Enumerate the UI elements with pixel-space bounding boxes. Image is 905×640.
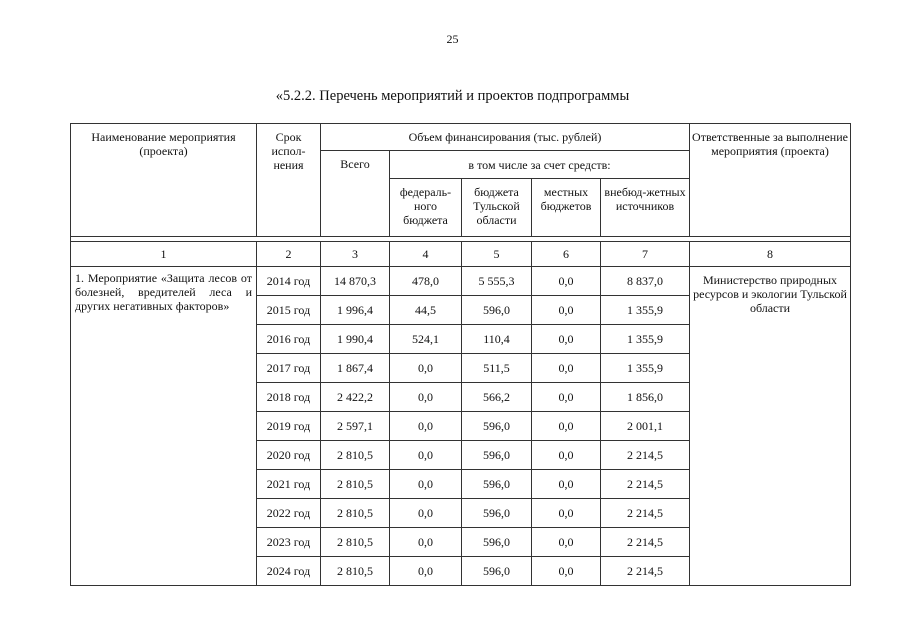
- extra-cell: 2 214,5: [601, 470, 690, 499]
- federal-cell: 0,0: [390, 470, 462, 499]
- local-cell: 0,0: [532, 499, 601, 528]
- extra-cell: 1 355,9: [601, 325, 690, 354]
- document-title: «5.2.2. Перечень мероприятий и проектов подпрограммы: [275, 88, 630, 104]
- measure-name: 1. Мероприятие «Защита лесов от болезней, вредителей леса и других негативных факторов»: [71, 267, 257, 586]
- header-responsible: Ответственные за выполнение мероприятия (проекта): [690, 124, 851, 237]
- extra-cell: 2 214,5: [601, 528, 690, 557]
- local-cell: 0,0: [532, 470, 601, 499]
- regional-cell: 110,4: [462, 325, 532, 354]
- header-extra: внебюд-жетных источников: [601, 179, 690, 237]
- local-cell: 0,0: [532, 383, 601, 412]
- regional-cell: 566,2: [462, 383, 532, 412]
- federal-cell: 0,0: [390, 499, 462, 528]
- local-cell: 0,0: [532, 412, 601, 441]
- regional-cell: 596,0: [462, 441, 532, 470]
- year-cell: 2024 год: [257, 557, 321, 586]
- header-term: Срок испол-нения: [257, 124, 321, 237]
- extra-cell: 2 214,5: [601, 557, 690, 586]
- regional-cell: 596,0: [462, 499, 532, 528]
- year-cell: 2016 год: [257, 325, 321, 354]
- federal-cell: 478,0: [390, 267, 462, 296]
- total-cell: 14 870,3: [321, 267, 390, 296]
- column-number: 8: [690, 242, 851, 267]
- extra-cell: 1 355,9: [601, 296, 690, 325]
- header-financing: Объем финансирования (тыс. рублей): [321, 124, 690, 151]
- total-cell: 2 597,1: [321, 412, 390, 441]
- responsible-org: Министерство природных ресурсов и экологии Тульской области: [690, 267, 851, 586]
- extra-cell: 2 001,1: [601, 412, 690, 441]
- local-cell: 0,0: [532, 528, 601, 557]
- federal-cell: 0,0: [390, 412, 462, 441]
- extra-cell: 2 214,5: [601, 441, 690, 470]
- year-cell: 2022 год: [257, 499, 321, 528]
- year-cell: 2015 год: [257, 296, 321, 325]
- year-cell: 2014 год: [257, 267, 321, 296]
- header-including: в том числе за счет средств:: [390, 151, 690, 179]
- local-cell: 0,0: [532, 267, 601, 296]
- header-local: местных бюджетов: [532, 179, 601, 237]
- column-number: 1: [71, 242, 257, 267]
- total-cell: 1 990,4: [321, 325, 390, 354]
- total-cell: 1 996,4: [321, 296, 390, 325]
- federal-cell: 0,0: [390, 354, 462, 383]
- year-cell: 2023 год: [257, 528, 321, 557]
- total-cell: 2 422,2: [321, 383, 390, 412]
- extra-cell: 2 214,5: [601, 499, 690, 528]
- header-total: Всего: [321, 151, 390, 237]
- year-cell: 2020 год: [257, 441, 321, 470]
- local-cell: 0,0: [532, 441, 601, 470]
- header-name: Наименование мероприятия (проекта): [71, 124, 257, 237]
- total-cell: 2 810,5: [321, 557, 390, 586]
- column-number: 6: [532, 242, 601, 267]
- column-number: 3: [321, 242, 390, 267]
- total-cell: 1 867,4: [321, 354, 390, 383]
- regional-cell: 596,0: [462, 528, 532, 557]
- header-regional: бюджета Тульской области: [462, 179, 532, 237]
- total-cell: 2 810,5: [321, 441, 390, 470]
- regional-cell: 596,0: [462, 557, 532, 586]
- federal-cell: 0,0: [390, 557, 462, 586]
- table-row: [71, 267, 851, 296]
- total-cell: 2 810,5: [321, 470, 390, 499]
- federal-cell: 524,1: [390, 325, 462, 354]
- column-number: 5: [462, 242, 532, 267]
- column-number: 7: [601, 242, 690, 267]
- extra-cell: 1 355,9: [601, 354, 690, 383]
- regional-cell: 596,0: [462, 296, 532, 325]
- page-number: 25: [446, 32, 459, 46]
- regional-cell: 5 555,3: [462, 267, 532, 296]
- total-cell: 2 810,5: [321, 528, 390, 557]
- federal-cell: 0,0: [390, 528, 462, 557]
- regional-cell: 596,0: [462, 470, 532, 499]
- local-cell: 0,0: [532, 296, 601, 325]
- year-cell: 2019 год: [257, 412, 321, 441]
- regional-cell: 511,5: [462, 354, 532, 383]
- column-numbers-row: [71, 242, 851, 267]
- federal-cell: 0,0: [390, 383, 462, 412]
- header-federal: федераль-ного бюджета: [390, 179, 462, 237]
- federal-cell: 0,0: [390, 441, 462, 470]
- year-cell: 2021 год: [257, 470, 321, 499]
- measures-table: [70, 123, 851, 586]
- year-cell: 2017 год: [257, 354, 321, 383]
- total-cell: 2 810,5: [321, 499, 390, 528]
- federal-cell: 44,5: [390, 296, 462, 325]
- regional-cell: 596,0: [462, 412, 532, 441]
- column-number: 2: [257, 242, 321, 267]
- extra-cell: 1 856,0: [601, 383, 690, 412]
- column-number: 4: [390, 242, 462, 267]
- local-cell: 0,0: [532, 354, 601, 383]
- local-cell: 0,0: [532, 557, 601, 586]
- local-cell: 0,0: [532, 325, 601, 354]
- year-cell: 2018 год: [257, 383, 321, 412]
- extra-cell: 8 837,0: [601, 267, 690, 296]
